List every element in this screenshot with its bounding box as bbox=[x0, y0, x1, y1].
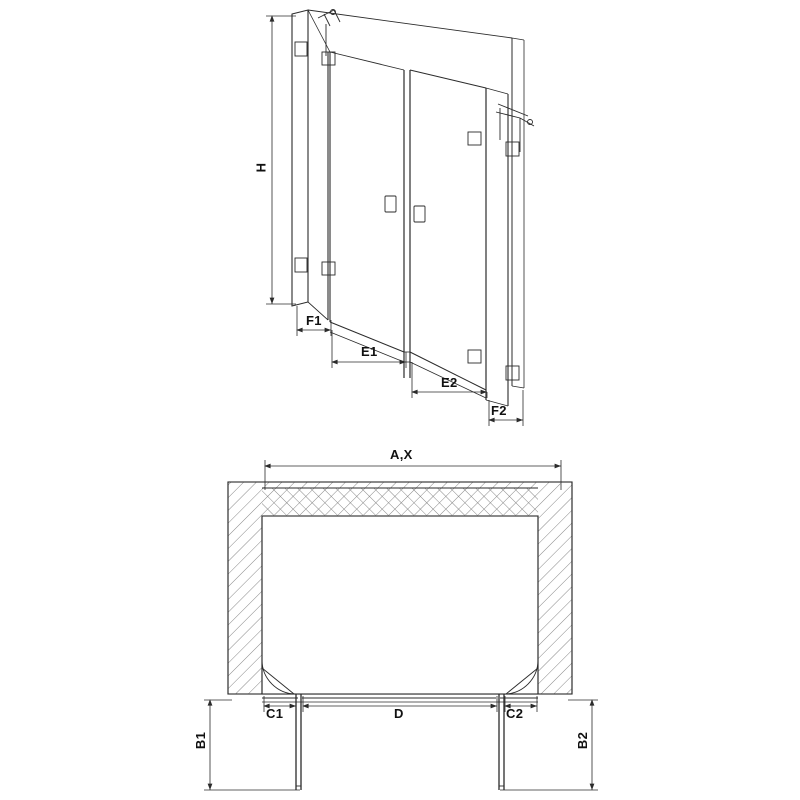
front-elevation-group bbox=[266, 10, 534, 427]
dimension-label-B2: B2 bbox=[575, 731, 591, 750]
dimension-label-C1: C1 bbox=[266, 706, 284, 721]
dimension-label-E2: E2 bbox=[441, 375, 458, 390]
dimension-label-D: D bbox=[394, 706, 404, 721]
top-plan-group bbox=[204, 460, 598, 790]
dimension-label-E1: E1 bbox=[361, 344, 378, 359]
dimension-label-B1: B1 bbox=[193, 731, 209, 750]
dimension-label-C2: C2 bbox=[506, 706, 524, 721]
dimension-label-F2: F2 bbox=[491, 403, 507, 418]
dimension-label-F1: F1 bbox=[306, 313, 322, 328]
dimension-label-H: H bbox=[253, 162, 269, 173]
dimension-label-AX: A,X bbox=[390, 447, 413, 462]
